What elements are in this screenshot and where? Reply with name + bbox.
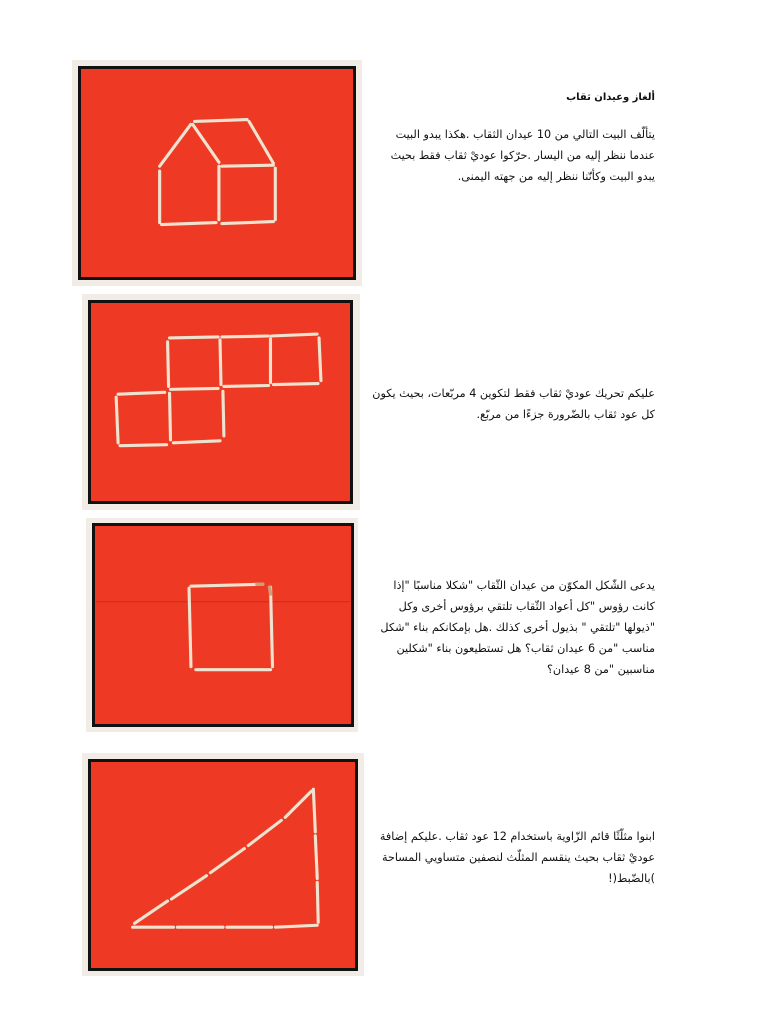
matchstick xyxy=(271,587,273,667)
matchstick xyxy=(275,925,317,927)
triangle-matchstick-photo xyxy=(88,759,358,971)
matchstick xyxy=(319,338,321,381)
matchstick xyxy=(118,392,165,394)
matchstick xyxy=(285,791,311,817)
matchstick xyxy=(116,397,118,443)
house-matchstick-photo xyxy=(78,66,356,280)
puzzle-3-text: يدعى الشّكل المكوّن من عيدان الثّقاب "شكلا مناسبًا "إذا كانت رؤوس "كل أعواد الثّقاب تلتقي برؤوس أخرى وكل "ذيولها "تلتقي " بذيول أخرى كذلك .هل بإمكانكم بناء "شكل مناسب "من 6 عيدان ثقاب؟ هل تستطيعون بناء "شكلين مناسبين "من 8 عيدان؟ xyxy=(380,579,655,676)
matchstick xyxy=(120,445,167,446)
matchstick xyxy=(248,820,281,845)
matchstick xyxy=(160,124,191,166)
house-matchsticks xyxy=(81,69,353,277)
matchstick xyxy=(170,393,171,440)
matchstick xyxy=(271,334,317,336)
matchstick xyxy=(273,384,318,385)
matchstick xyxy=(315,836,317,879)
match-head xyxy=(270,587,271,594)
matchstick xyxy=(317,882,318,922)
matchstick xyxy=(224,386,269,387)
square-matchsticks xyxy=(95,526,351,724)
matchstick xyxy=(222,165,274,166)
matchstick xyxy=(171,388,219,389)
squares-matchstick-photo xyxy=(88,300,353,504)
puzzle-2-text: عليكم تحريك عوديْ ثقاب فقط لتكوين 4 مربّعات، بحيث يكون كل عود ثقاب بالضّرورة جزءًا من مربّع. xyxy=(372,387,655,421)
matchstick xyxy=(223,391,224,436)
matchstick xyxy=(220,340,221,385)
puzzle-4-text: ابنوا مثلّثًا قائم الزّاوية باستخدام 12 عود ثقاب .عليكم إضافة عوديْ ثقاب بحيث ينقسم المثلّث لنصفين متساويي المساحة )بالضّبط(! xyxy=(379,830,655,885)
square-matchstick-photo xyxy=(92,523,354,727)
matchstick xyxy=(135,901,168,923)
matchstick xyxy=(162,223,216,225)
matchstick xyxy=(173,441,220,443)
matchstick xyxy=(249,121,273,163)
matchstick xyxy=(193,124,219,162)
matchstick xyxy=(170,337,219,338)
triangle-matchsticks xyxy=(91,762,355,968)
matchstick xyxy=(168,342,169,387)
matchstick xyxy=(222,222,274,224)
matchstick xyxy=(210,848,244,872)
matchstick xyxy=(189,588,191,667)
matchstick xyxy=(313,789,315,832)
matchstick xyxy=(172,876,207,899)
puzzle-1-text: يتألّف البيت التالي من 10 عيدان الثقاب .هكذا يبدو البيت عندما ننظر إليه من اليسار .حرّكوا عوديْ ثقاب فقط بحيث يبدو البيت وكأنّنا ننظر إليه من جهته اليمنى. xyxy=(390,128,655,183)
matchstick xyxy=(222,336,269,337)
squares-matchsticks xyxy=(91,303,350,501)
page-heading: ألغاز وعيدان ثقاب xyxy=(566,92,655,103)
matchstick xyxy=(191,584,261,586)
matchstick xyxy=(195,120,247,122)
